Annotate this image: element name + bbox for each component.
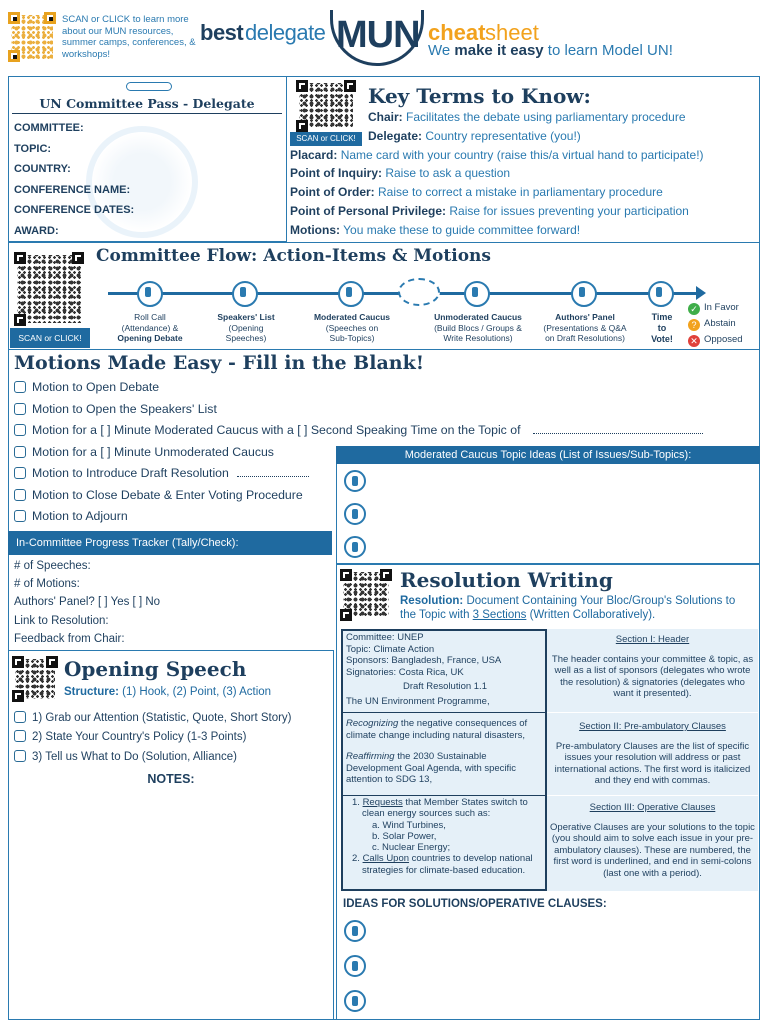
flow-step-unmoderated-caucus	[420, 312, 536, 344]
sample-divider	[341, 712, 547, 713]
opening-speech-structure	[64, 686, 271, 698]
term-definition: You make these to guide committee forward!	[340, 222, 581, 237]
operative-sub: c. Nuclear Energy;	[372, 842, 451, 854]
checkbox[interactable]	[14, 711, 26, 723]
term-label: Placard:	[290, 147, 338, 162]
flow-step-vote	[642, 312, 682, 345]
checkbox[interactable]	[14, 750, 26, 762]
brand-sheet: sheet	[485, 20, 539, 45]
step-line: Moderated Caucus	[313, 312, 391, 322]
step-line: (Presentations & Q&A	[543, 322, 627, 333]
topic-blank[interactable]	[533, 433, 703, 434]
term-label: Chair:	[368, 110, 403, 124]
sample-preambulatory	[346, 718, 544, 786]
flow-step-roll-call	[106, 312, 194, 344]
podium-icon	[344, 536, 366, 558]
pass-field-country[interactable]: COUNTRY:	[14, 163, 71, 175]
flow-qr-caption[interactable]: SCAN or CLICK!	[10, 328, 90, 348]
checkbox[interactable]	[14, 446, 26, 458]
checkbox[interactable]	[14, 730, 26, 742]
checkbox[interactable]	[14, 424, 26, 436]
qr-corner	[14, 252, 26, 264]
tracker-motions[interactable]: # of Motions:	[14, 578, 80, 591]
subtitle-text: Document Containing Your Bloc/Group's Solutions to the Topic with	[400, 595, 736, 621]
opening-speech-panel	[8, 650, 334, 1020]
resolution-subtitle	[400, 594, 752, 622]
qr-corner	[44, 12, 56, 24]
vote-options	[688, 300, 743, 348]
speech-step-hook[interactable]	[14, 709, 332, 728]
authors-panel-icon	[571, 281, 597, 307]
brand-delegate: delegate	[245, 20, 326, 45]
step-line: (Build Blocs / Groups &	[434, 322, 522, 333]
tracker-bar: In-Committee Progress Tracker (Tally/Check):	[8, 531, 332, 555]
brand-logo[interactable]	[200, 10, 760, 68]
checkbox[interactable]	[14, 510, 26, 522]
key-term-delegate	[290, 127, 756, 146]
sample-divider	[547, 712, 758, 713]
sample-header-line: Sponsors: Bangladesh, France, USA	[346, 655, 502, 667]
opening-speech-title: Opening Speech	[64, 657, 247, 681]
speech-step-label: 1) Grab our Attention (Statistic, Quote, Short Story)	[32, 712, 292, 724]
section-text: Operative Clauses are your solutions to the topic (you should aim to solve each issue in your pre-ambulatory clauses). These are numbered, the first word is underlined, and end in semi-colons (last one with a period).	[550, 821, 755, 879]
preamb-text: the negative consequences of climate change including natural disasters,	[346, 718, 528, 741]
unmoderated-caucus-icon	[464, 281, 490, 307]
tagline-pre: We	[428, 42, 455, 59]
step-line: Opening Debate	[117, 333, 183, 343]
sample-divider	[547, 795, 758, 796]
pass-field-conference-dates[interactable]: CONFERENCE DATES:	[14, 204, 135, 216]
check-icon: ✓	[688, 303, 700, 315]
section-preambulatory-explainer	[550, 721, 755, 787]
step-line: Speeches)	[225, 333, 267, 343]
step-line: Time	[651, 312, 673, 322]
step-line: on Draft Resolutions)	[545, 333, 625, 343]
step-line: Write Resolutions)	[443, 333, 513, 343]
draft-blank[interactable]	[237, 476, 309, 477]
motion-moderated-caucus[interactable]	[14, 420, 754, 442]
flow-step-moderated-caucus	[300, 312, 404, 344]
speech-step-label: 2) State Your Country's Policy (1-3 Points)	[32, 731, 247, 744]
flow-arrow-head	[696, 286, 706, 300]
opening-speech-qr-code[interactable]	[12, 656, 58, 702]
mod-caucus-bar: Moderated Caucus Topic Ideas (List of Issues/Sub-Topics):	[336, 446, 760, 464]
term-definition: Name card with your country (raise this/a virtual hand to participate!)	[337, 147, 704, 162]
motion-label: Motion to Open the Speakers' List	[32, 401, 217, 416]
sample-header-line: Topic: Climate Action	[346, 643, 435, 655]
section-text: Pre-ambulatory Clauses are the list of specific issues your resolution will address or past international actions. The first word is italicized and they end with commas.	[554, 740, 751, 787]
tracker-authors-panel[interactable]: Authors' Panel? [ ] Yes [ ] No	[14, 596, 161, 609]
podium-icon	[344, 470, 366, 492]
checkbox[interactable]	[14, 381, 26, 393]
section-title: Section III: Operative Clauses	[589, 802, 716, 813]
tracker-resolution-link[interactable]: Link to Resolution:	[14, 614, 109, 627]
subtitle-underline: 3 Sections	[472, 609, 527, 621]
pass-field-award[interactable]: AWARD:	[14, 224, 59, 237]
loop-icon	[398, 278, 440, 306]
opening-speech-list	[14, 709, 332, 767]
term-label: Motions:	[290, 222, 340, 237]
key-term-point-of-inquiry	[290, 164, 756, 183]
operative-text: countries to develop national strategies for climate-based education.	[362, 853, 533, 876]
sample-operative	[346, 797, 544, 876]
qr-pattern	[17, 255, 81, 323]
pass-field-topic[interactable]: TOPIC:	[14, 142, 52, 155]
key-term-personal-privilege	[290, 202, 756, 221]
pencil-icon	[344, 990, 366, 1012]
pass-field-committee[interactable]: COMMITTEE:	[14, 122, 84, 134]
resolution-title: Resolution Writing	[400, 568, 613, 592]
qr-corner	[296, 80, 308, 92]
pass-field-conference-name[interactable]: CONFERENCE NAME:	[14, 183, 131, 196]
motion-label: Motion for a [ ] Minute Moderated Caucus with a [ ] Second Speaking Time on the Topic of	[32, 423, 521, 437]
qr-corner	[46, 656, 58, 668]
pass-title: UN Committee Pass - Delegate	[12, 96, 282, 114]
step-line: (Opening	[228, 322, 264, 333]
brand-cheat: cheat	[428, 20, 486, 45]
motion-open-debate[interactable]	[14, 377, 754, 399]
vote-label: Opposed	[704, 334, 743, 345]
subtitle-label: Resolution:	[400, 595, 464, 607]
step-line: Roll Call	[134, 312, 166, 322]
flow-title: Committee Flow: Action-Items & Motions	[96, 246, 491, 266]
brand-mun: MUN	[336, 14, 420, 56]
qr-corner	[340, 569, 352, 581]
speakers-list-icon	[232, 281, 258, 307]
motion-open-speakers-list[interactable]	[14, 399, 754, 421]
vote-abstain	[688, 316, 743, 332]
pencil-icon	[344, 920, 366, 942]
pencil-icon	[344, 955, 366, 977]
term-label: Point of Inquiry:	[290, 166, 382, 181]
qr-corner	[8, 12, 20, 24]
checkbox[interactable]	[14, 489, 26, 501]
sample-header	[346, 632, 544, 708]
operative-text: that Member States switch to clean energy sources such as:	[362, 797, 528, 820]
section-operative-explainer	[550, 802, 755, 880]
tagline-post: to learn Model UN!	[543, 42, 673, 59]
qr-corner	[8, 50, 20, 62]
operative-word: Calls Upon	[362, 853, 410, 865]
preamb-text: the 2030 Sustainable Development Goal Agenda, with specific attention to SDG 13,	[346, 751, 517, 786]
operative-word: Requests	[362, 797, 403, 808]
operative-clause: 1. Requests that Member States switch to clean energy sources such as:	[352, 797, 528, 820]
section-text: The header contains your committee & topic, as well as a list of sponsors (delegates who wrote the resolution) & signatories (delegates who want it presented).	[551, 653, 754, 700]
operative-clause: 2. Calls Upon countries to develop national strategies for climate-based education.	[352, 853, 533, 876]
checkbox[interactable]	[14, 467, 26, 479]
qr-corner	[12, 656, 24, 668]
tagline-bold: make it easy	[454, 42, 544, 59]
key-term-chair	[290, 108, 756, 127]
speech-step-point[interactable]	[14, 728, 332, 747]
brand-best: best	[200, 20, 244, 45]
term-definition: Raise to ask a question	[382, 166, 511, 181]
sample-title: Draft Resolution 1.1	[403, 681, 487, 693]
motions-title: Motions Made Easy - Fill in the Blank!	[14, 352, 425, 374]
vote-opposed	[688, 332, 743, 348]
qr-corner	[380, 569, 392, 581]
term-definition: Facilitates the debate using parliamentary procedure	[402, 110, 686, 124]
notes-label: NOTES:	[147, 772, 195, 786]
vote-in-favor	[688, 300, 743, 316]
structure-label: Structure:	[64, 686, 119, 698]
mod-caucus-panel	[336, 464, 760, 564]
voting-icon	[648, 281, 674, 307]
section-header-explainer	[550, 634, 755, 700]
ideas-label: IDEAS FOR SOLUTIONS/OPERATIVE CLAUSES:	[343, 898, 607, 910]
motion-label: Motion to Adjourn	[32, 509, 128, 523]
brand-tagline	[428, 42, 673, 59]
term-definition: Raise for issues preventing your participation	[446, 203, 689, 218]
flow-step-authors-panel	[532, 312, 638, 344]
key-term-point-of-order	[290, 183, 756, 202]
x-icon: ✕	[688, 335, 700, 347]
vote-label: Abstain	[704, 318, 736, 329]
flow-step-speakers-list	[204, 312, 288, 344]
operative-sub: b. Solar Power,	[372, 830, 437, 842]
motion-label: Motion to Close Debate & Enter Voting Procedure	[32, 487, 303, 502]
sample-header-line: Committee: UNEP	[346, 632, 424, 643]
motion-label: Motion to Open Debate	[32, 380, 160, 394]
preamb-clause	[346, 718, 544, 741]
structure-text: (1) Hook, (2) Point, (3) Action	[118, 686, 272, 698]
moderated-caucus-icon	[338, 281, 364, 307]
sample-body-opening: The UN Environment Programme,	[346, 695, 490, 707]
term-definition: Country representative (you!)	[422, 128, 581, 143]
step-line: to	[657, 323, 667, 333]
key-terms-title: Key Terms to Know:	[368, 84, 591, 108]
step-line: Vote!	[651, 334, 673, 344]
question-icon: ?	[688, 319, 700, 331]
qr-corner	[14, 314, 26, 326]
section-title: Section I: Header	[615, 634, 690, 645]
qr-corner	[12, 690, 24, 702]
qr-corner	[340, 609, 352, 621]
preamb-word: Reaffirming	[346, 751, 395, 763]
header-qr-caption[interactable]: SCAN or CLICK to learn more about our MUN resources, summer camps, conferences, & workshops!	[62, 14, 196, 60]
qr-corner	[344, 80, 356, 92]
term-label: Point of Personal Privilege:	[290, 203, 447, 218]
term-label: Delegate:	[368, 128, 423, 143]
term-definition: Raise to correct a mistake in parliamentary procedure	[374, 185, 663, 200]
preamb-clause	[346, 751, 544, 786]
vote-label: In Favor	[704, 302, 739, 313]
tracker-feedback[interactable]: Feedback from Chair:	[14, 632, 125, 645]
flow-qr-code[interactable]	[14, 252, 84, 326]
step-line: Authors' Panel	[555, 312, 615, 322]
motion-label: Motion to Introduce Draft Resolution	[32, 466, 229, 480]
resolution-qr-code[interactable]	[340, 569, 392, 621]
tracker-rows	[14, 557, 330, 648]
speech-step-action[interactable]	[14, 748, 332, 767]
section-title: Section II: Pre-ambulatory Clauses	[579, 721, 726, 732]
step-line: (Speeches on	[325, 322, 379, 333]
operative-sub: a. Wind Turbines,	[372, 819, 446, 831]
step-line: Sub-Topics)	[329, 333, 375, 343]
header-qr-code[interactable]	[8, 12, 56, 62]
sample-header-line: Signatories: Costa Rica, UK	[346, 666, 464, 678]
qr-corner	[72, 252, 84, 264]
subtitle-end: (Written Collaboratively).	[526, 609, 656, 621]
lanyard-slot	[126, 82, 172, 91]
key-terms-list	[290, 108, 756, 240]
checkbox[interactable]	[14, 403, 26, 415]
roll-call-icon	[137, 281, 163, 307]
term-label: Point of Order:	[290, 185, 375, 200]
podium-icon	[344, 503, 366, 525]
key-term-motions	[290, 221, 756, 240]
pass-fields	[14, 118, 282, 241]
step-line: Unmoderated Caucus	[434, 312, 522, 322]
tracker-speeches[interactable]: # of Speeches:	[14, 560, 91, 572]
key-terms-qr-caption[interactable]: SCAN or CLICK!	[290, 132, 362, 146]
preamb-word: Recognizing	[346, 718, 399, 729]
key-term-placard	[290, 146, 756, 165]
speech-step-label: 3) Tell us What to Do (Solution, Alliance)	[32, 750, 237, 763]
sample-divider	[341, 795, 547, 796]
step-line: Speakers' List	[217, 312, 275, 322]
step-line: (Attendance) &	[121, 322, 179, 333]
motion-label: Motion for a [ ] Minute Unmoderated Caucus	[32, 444, 274, 459]
